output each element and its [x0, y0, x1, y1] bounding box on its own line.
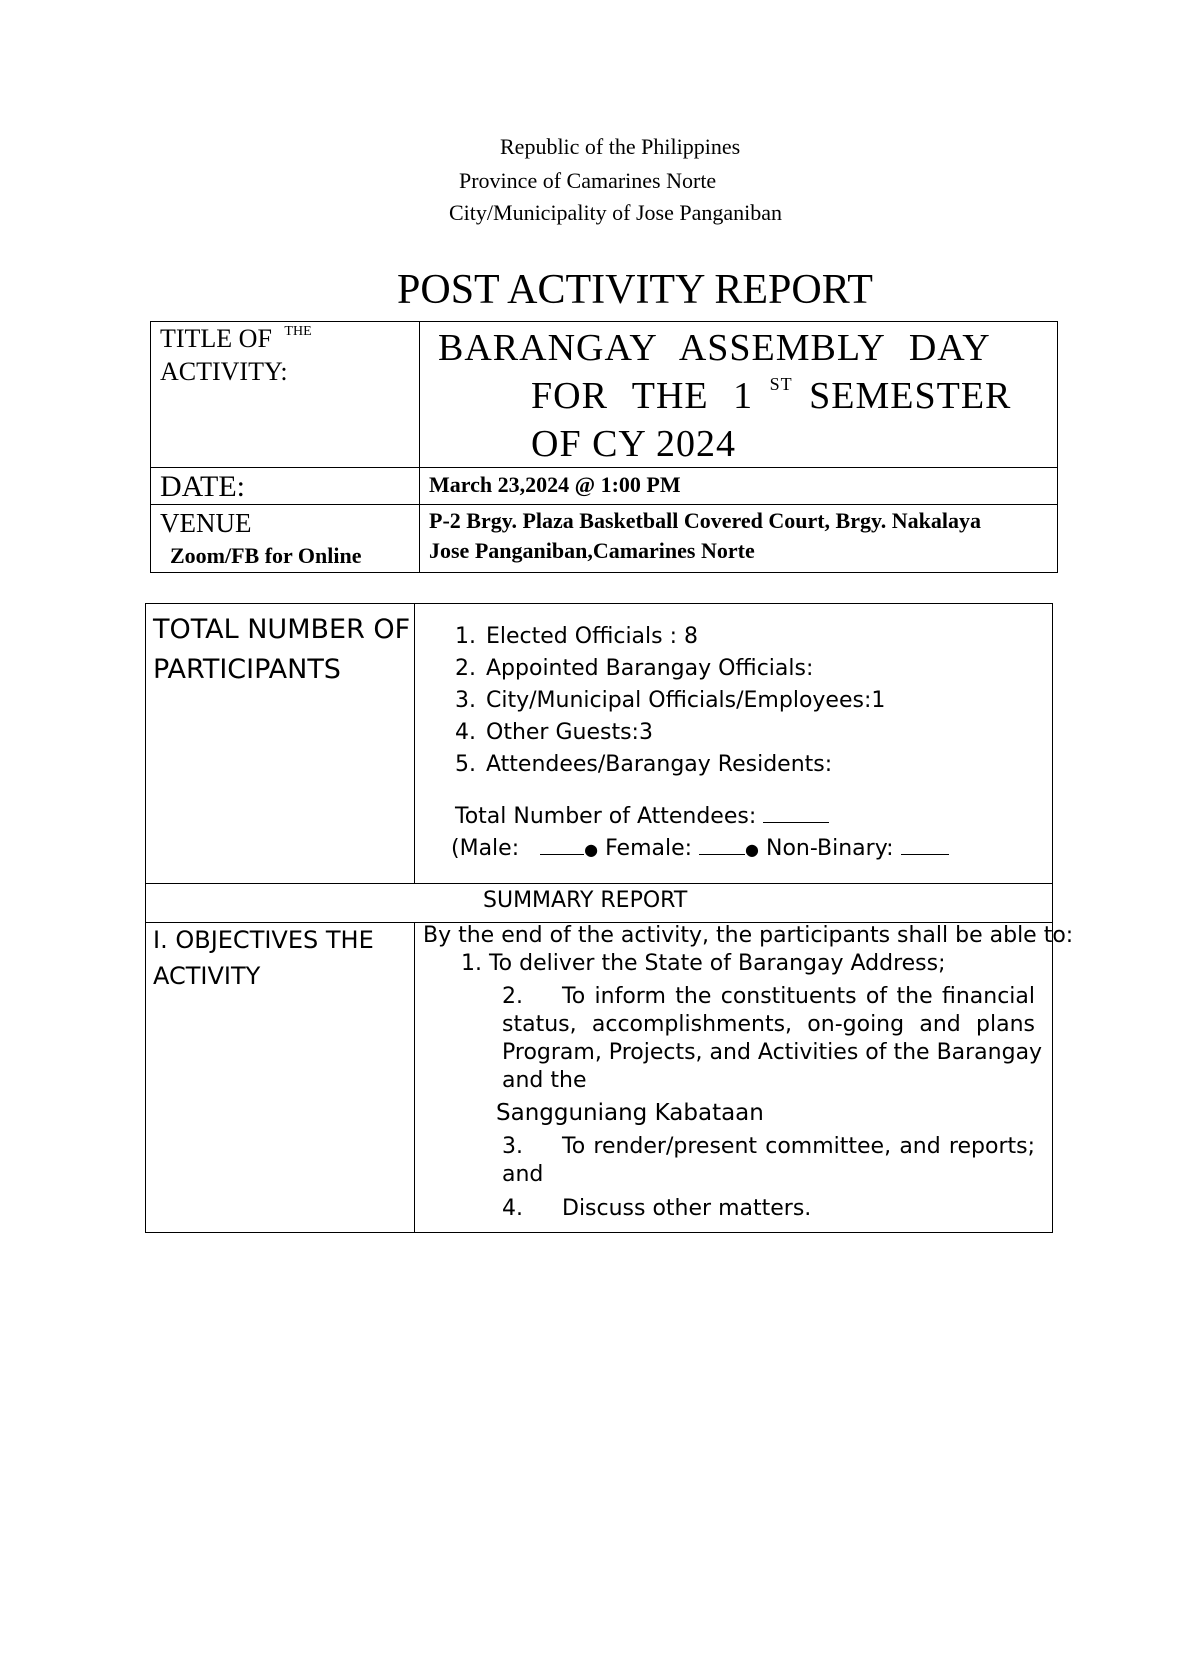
list-item: 2. Appointed Barangay Officials: — [455, 656, 814, 681]
list-item: 3. City/Municipal Officials/Employees:1 — [455, 688, 886, 713]
objective-4-line1: Discuss other matters. — [562, 1196, 812, 1221]
list-item: 4. Other Guests:3 — [455, 720, 653, 745]
gender-breakdown: (Male: ● Female: ● Non-Binary: — [451, 836, 949, 861]
venue-sublabel: Zoom/FB for Online — [170, 543, 362, 568]
objective-3-num: 3. — [502, 1134, 523, 1159]
participants-label-line2: PARTICIPANTS — [153, 654, 341, 685]
objective-2-line1: To inform the constituents of the financial — [562, 984, 1035, 1009]
table-divider — [151, 504, 1057, 505]
blank-line — [763, 804, 829, 823]
venue-value-line2: Jose Panganiban,Camarines Norte — [429, 538, 755, 563]
objective-2-num: 2. — [502, 984, 523, 1009]
blank-line — [901, 836, 949, 855]
activity-title-line1: BARANGAY ASSEMBLY DAY — [438, 327, 991, 369]
objectives-intro: By the end of the activity, the participants shall be able to: — [423, 923, 1074, 948]
blank-line — [699, 836, 745, 855]
title-label: TITLE OF $^{THE}$ — [160, 324, 312, 353]
summary-heading: SUMMARY REPORT — [483, 888, 688, 913]
venue-value-line1: P-2 Brgy. Plaza Basketball Covered Court, Brgy. Nakalaya — [429, 508, 982, 533]
list-item: 5. Attendees/Barangay Residents: — [455, 752, 833, 777]
header-province: Province of Camarines Norte — [459, 168, 717, 193]
header-municipality: City/Municipality of Jose Panganiban — [449, 200, 783, 225]
list-item: 1. Elected Officials : 8 — [455, 624, 699, 649]
date-value: March 23,2024 @ 1:00 PM — [429, 472, 681, 497]
table-divider — [151, 467, 1057, 468]
table-divider — [414, 604, 415, 883]
objective-3-line1: To render/present committee, and reports; — [562, 1134, 1035, 1159]
venue-label: VENUE — [160, 508, 252, 538]
objective-2-line3: Program, Projects, and Activities of the Barangay — [502, 1040, 1043, 1065]
objective-3-line2: and — [502, 1162, 544, 1187]
header-republic: Republic of the Philippines — [500, 134, 741, 159]
objective-2-line2: status, accomplishments, on-going and plans — [502, 1012, 1035, 1037]
objective-4-num: 4. — [502, 1196, 523, 1221]
objectives-label-line1: I. OBJECTIVES THE — [153, 926, 374, 954]
objective-2-line5: Sangguniang Kabataan — [496, 1100, 764, 1126]
title-label-2: ACTIVITY: — [160, 357, 288, 386]
table-divider — [414, 922, 415, 1232]
participants-label-line1: TOTAL NUMBER OF — [153, 614, 411, 645]
blank-line — [540, 836, 584, 855]
objectives-label-line2: ACTIVITY — [153, 962, 261, 990]
total-attendees: Total Number of Attendees: — [455, 804, 829, 829]
table-divider — [146, 883, 1052, 884]
table-divider — [419, 322, 420, 572]
date-label: DATE: — [160, 470, 245, 503]
objective-2-line4: and the — [502, 1068, 587, 1093]
objective-1: 1. To deliver the State of Barangay Address; — [461, 951, 946, 976]
activity-title-line3: OF CY 2024 — [531, 423, 736, 465]
activity-title-line2: FOR THE 1 $^{ST}$ SEMESTER — [531, 374, 1012, 417]
page-title: POST ACTIVITY REPORT — [397, 267, 873, 313]
